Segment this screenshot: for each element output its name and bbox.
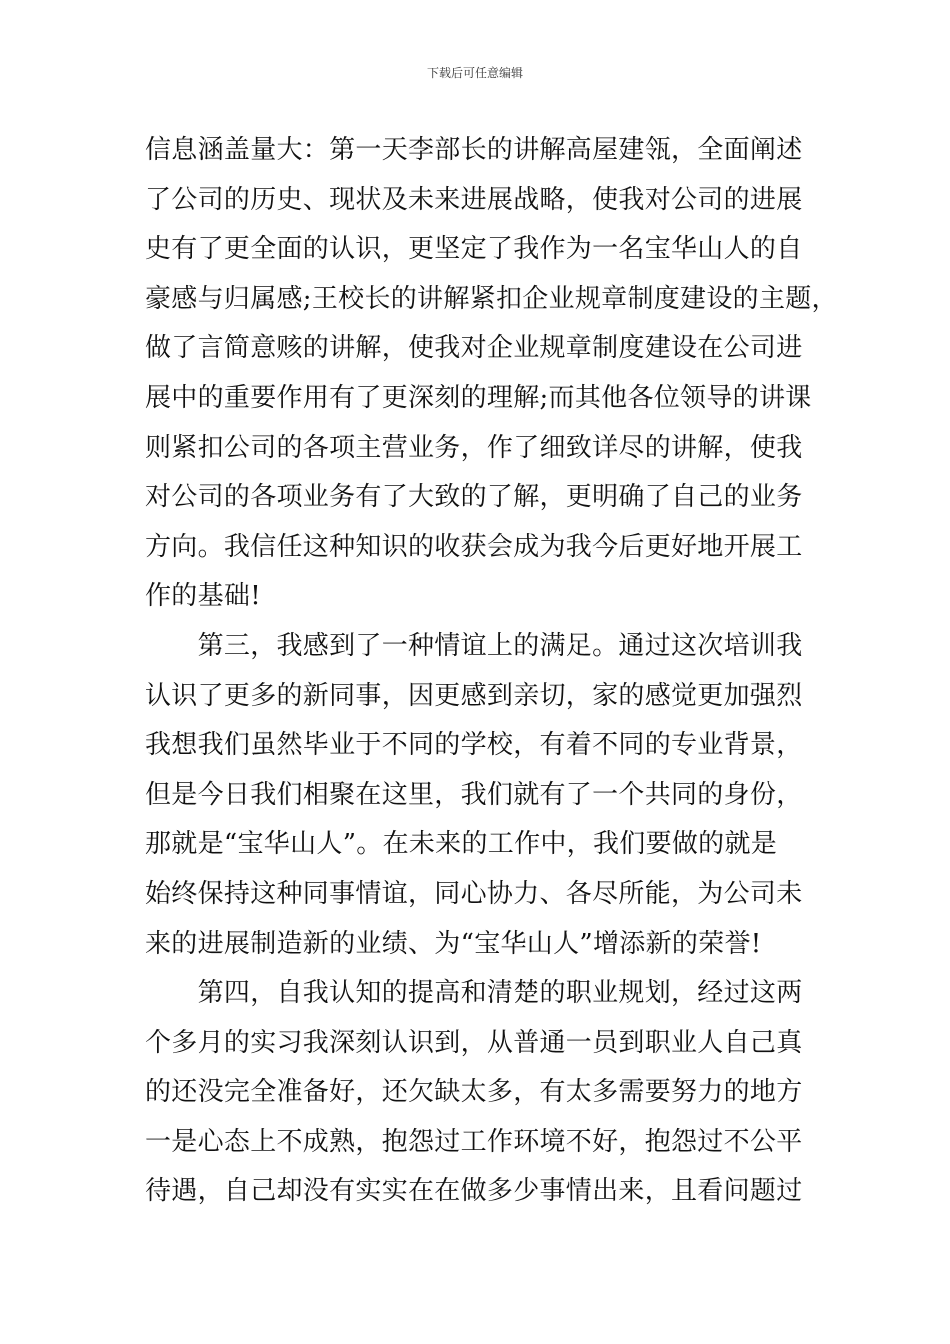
- text-line: 做了言简意赅的讲解，使我对企业规章制度建设在公司进: [145, 333, 803, 364]
- text-line: 那就是“宝华山人”。在未来的工作中，我们要做的就是: [145, 829, 778, 860]
- text-line: 对公司的各项业务有了大致的了解，更明确了自己的业务: [145, 482, 803, 513]
- text-line: 待遇，自己却没有实实在在做多少事情出来，且看问题过: [145, 1176, 803, 1207]
- page-header: 下载后可任意编辑: [426, 66, 523, 80]
- text-line: 史有了更全面的认识，更坚定了我作为一名宝华山人的自: [145, 234, 803, 265]
- text-line: 信息涵盖量大：第一天李部长的讲解高屋建瓴，全面阐述: [145, 135, 803, 165]
- text-line: 方向。我信任这种知识的收获会成为我今后更好地开展工: [145, 531, 803, 562]
- text-line: 作的基础!: [145, 581, 261, 612]
- text-line: 的还没完全准备好，还欠缺太多，有太多需要努力的地方: [145, 1077, 803, 1108]
- text-line: 始终保持这种同事情谊，同心协力、各尽所能，为公司未: [145, 878, 803, 909]
- paragraph-start-line: 第四，自我认知的提高和清楚的职业规划，经过这两: [145, 978, 803, 1009]
- paragraph-start-line: 第三，我感到了一种情谊上的满足。通过这次培训我: [145, 630, 803, 661]
- text-line: 认识了更多的新同事，因更感到亲切，家的感觉更加强烈: [145, 680, 803, 711]
- text-line: 了公司的历史、现状及未来进展战略，使我对公司的进展: [145, 184, 803, 215]
- text-line: 展中的重要作用有了更深刻的理解;而其他各位领导的讲课: [145, 382, 812, 413]
- text-line: 来的进展制造新的业绩、为“宝华山人”增添新的荣誉!: [145, 928, 762, 959]
- text-line: 则紧扣公司的各项主营业务，作了细致详尽的讲解，使我: [145, 432, 803, 463]
- text-line: 个多月的实习我深刻认识到，从普通一员到职业人自己真: [145, 1027, 803, 1058]
- text-line: 但是今日我们相聚在这里，我们就有了一个共同的身份，: [145, 779, 803, 810]
- text-line: 豪感与归属感;王校长的讲解紧扣企业规章制度建设的主题，: [145, 283, 838, 314]
- text-line: 我想我们虽然毕业于不同的学校，有着不同的专业背景，: [145, 730, 803, 761]
- text-line: 一是心态上不成熟，抱怨过工作环境不好，抱怨过不公平: [145, 1126, 803, 1157]
- document-body: [145, 126, 838, 1217]
